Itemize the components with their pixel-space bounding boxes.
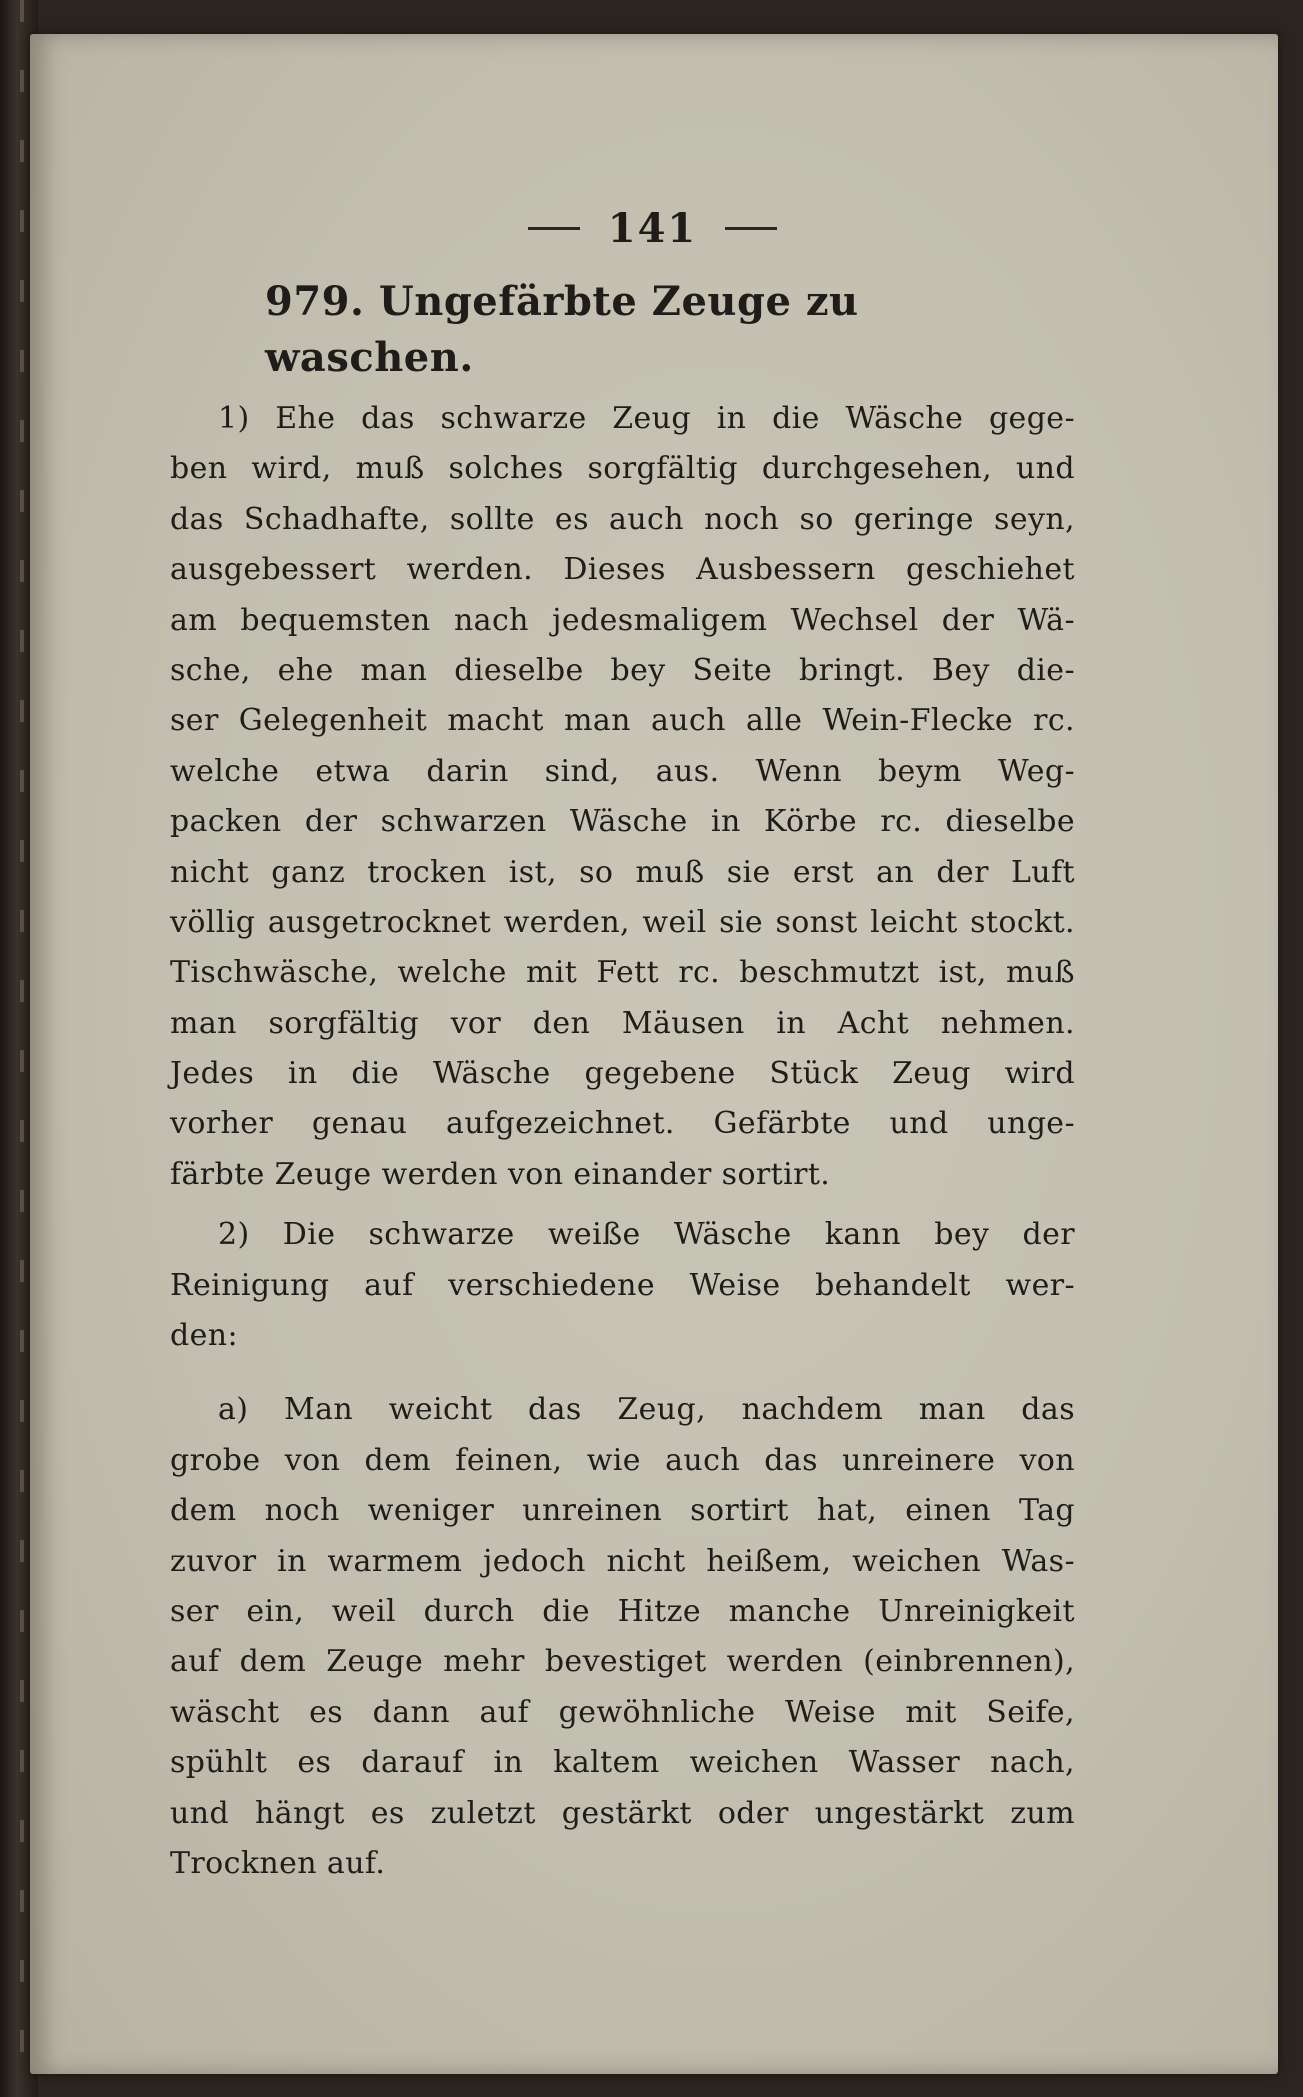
text-line: auf dem Zeuge mehr bevestiget werden (einbrennen), xyxy=(170,1644,1075,1680)
section-heading: 979. Ungefärbte Zeuge zu waschen. xyxy=(265,278,859,381)
text-line: dem noch weniger unreinen sortirt hat, einen Tag xyxy=(170,1493,1075,1529)
text-line: sche, ehe man dieselbe bey Seite bringt. Bey die- xyxy=(170,652,1075,688)
binding-stitching xyxy=(20,0,24,2097)
text-line: a) Man weicht das Zeug, nachdem man das xyxy=(218,1392,1075,1428)
text-line: Trocknen auf. xyxy=(170,1845,386,1881)
text-line: ausgebessert werden. Dieses Ausbessern geschiehet xyxy=(170,552,1075,588)
text-line: das Schadhafte, sollte es auch noch so geringe seyn, xyxy=(170,501,1075,537)
text-line: packen der schwarzen Wäsche in Körbe rc. dieselbe xyxy=(170,804,1075,840)
text-line: färbte Zeuge werden von einander sortirt. xyxy=(170,1156,831,1192)
book-page xyxy=(30,34,1278,2074)
text-line: völlig ausgetrocknet werden, weil sie sonst leicht stockt. xyxy=(170,904,1075,940)
header-dash-right-rule xyxy=(725,227,777,230)
text-line: welche etwa darin sind, aus. Wenn beym Weg- xyxy=(170,753,1075,789)
paragraph-1 xyxy=(170,394,1075,1200)
text-line: 1) Ehe das schwarze Zeug in die Wäsche gege- xyxy=(218,401,1075,436)
page-header xyxy=(230,202,1075,254)
text-line: 2) Die schwarze weiße Wäsche kann bey der xyxy=(218,1217,1075,1253)
text-line: Jedes in die Wäsche gegebene Stück Zeug wird xyxy=(170,1056,1075,1092)
text-line: nicht ganz trocken ist, so muß sie erst an der Luft xyxy=(170,854,1075,890)
text-line: man sorgfältig vor den Mäusen in Acht nehmen. xyxy=(170,1005,1075,1041)
text-line: wäscht es dann auf gewöhnliche Weise mit Seife, xyxy=(170,1694,1075,1730)
page-number: 141 xyxy=(607,204,698,252)
paragraph-2 xyxy=(170,1210,1075,1361)
text-line: vorher genau aufgezeichnet. Gefärbte und unge- xyxy=(170,1106,1075,1142)
text-line: am bequemsten nach jedesmaligem Wechsel der Wä- xyxy=(170,602,1075,638)
text-line: und hängt es zuletzt gestärkt oder ungestärkt zum xyxy=(170,1795,1075,1831)
text-line: zuvor in warmem jedoch nicht heißem, weichen Was- xyxy=(170,1543,1075,1579)
text-line: den: xyxy=(170,1318,238,1354)
text-line: Reinigung auf verschiedene Weise behandelt wer- xyxy=(170,1267,1075,1303)
text-line: ser Gelegenheit macht man auch alle Wein-Flecke rc. xyxy=(170,703,1075,739)
text-line: ser ein, weil durch die Hitze manche Unreinigkeit xyxy=(170,1593,1075,1629)
text-line: spühlt es darauf in kaltem weichen Wasser nach, xyxy=(170,1745,1075,1781)
paragraph-3 xyxy=(170,1385,1075,1889)
text-line: grobe von dem feinen, wie auch das unreinere von xyxy=(170,1442,1075,1478)
header-dash-left-rule xyxy=(528,227,580,230)
text-line: Tischwäsche, welche mit Fett rc. beschmutzt ist, muß xyxy=(170,955,1075,991)
page-text-block xyxy=(170,202,1075,1889)
text-line: ben wird, muß solches sorgfältig durchgesehen, und xyxy=(170,451,1075,487)
